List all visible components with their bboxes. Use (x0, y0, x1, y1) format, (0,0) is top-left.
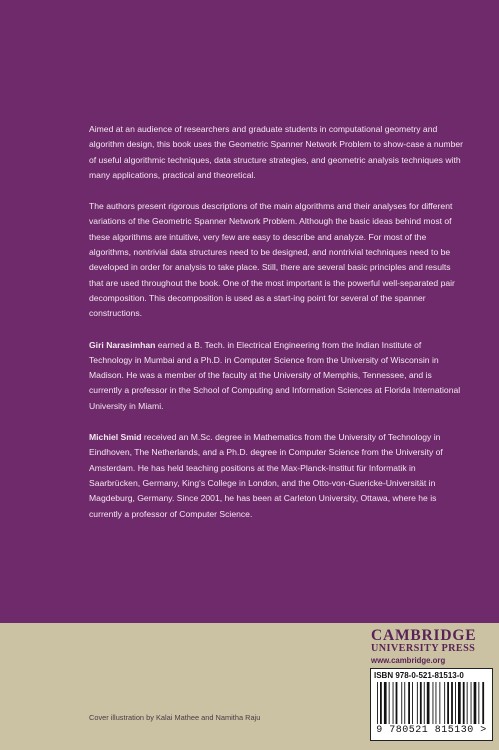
publisher-subname: UNIVERSITY PRESS (371, 643, 476, 654)
barcode-bar (463, 682, 465, 724)
barcode-bar (447, 682, 449, 724)
description-paragraph-2: The authors present rigorous descriptions of the main algorithms and their analyses for different variations of the Geometric Spanner Network Problem. Although the basic ideas behind most of these algorithms are intuitive, very few are easy to describe and analyze. For most of the algorithms, nontrivial data structures need to be designed, and nontrivial techniques need to be developed in order for analysis to take place. Still, there are several basic principles and results that are used throughout the book. One of the most important is the powerful well-separated pair decomposition. This decomposition is used as a start-ing point for several of the spanner constructions. (89, 201, 455, 319)
barcode-bar (478, 682, 479, 724)
barcode-bar (444, 682, 445, 724)
barcode-bar (436, 682, 437, 724)
back-cover-text (89, 122, 467, 538)
cover-credit: Cover illustration by Kalai Mathee and Namitha Raju (89, 713, 261, 722)
barcode-bar (458, 682, 461, 724)
barcode-bar (417, 682, 418, 724)
barcode-bars (377, 682, 487, 724)
barcode-bar (455, 682, 456, 724)
author-bio-2 (89, 430, 467, 522)
barcode-bar (427, 682, 430, 724)
author-name: Giri Narasimhan (89, 339, 156, 350)
barcode-bar (404, 682, 405, 724)
barcode-bar (474, 682, 477, 724)
isbn-label: ISBN 978-0-521-81513-0 (374, 671, 464, 680)
barcode-bar (412, 682, 413, 724)
publisher-logo (371, 628, 489, 666)
barcode-bar (471, 682, 472, 724)
barcode-bar (380, 682, 382, 724)
publisher-name: CAMBRIDGE (371, 627, 477, 644)
barcode-bar (424, 682, 425, 724)
barcode-bar (377, 682, 378, 724)
barcode-bar (467, 682, 468, 724)
barcode-number: 9 780521 815130 > (376, 725, 487, 736)
barcode-bar (439, 682, 440, 724)
barcode-bar (393, 682, 394, 724)
barcode-bar (396, 682, 398, 724)
barcode-bar (408, 682, 410, 724)
author-bio-1 (89, 338, 467, 414)
barcode-bar (401, 682, 402, 724)
author-name: Michiel Smid (89, 432, 142, 443)
publisher-url: www.cambridge.org (371, 656, 446, 665)
barcode-bar (451, 682, 453, 724)
barcode-bar (389, 682, 390, 724)
barcode-bar (420, 682, 422, 724)
barcode-bar (482, 682, 484, 724)
isbn-barcode (370, 668, 493, 741)
barcode-bar (384, 682, 387, 724)
barcode-bar (433, 682, 434, 724)
author-bio-text: earned a B. Tech. in Electrical Engineering from the Indian Institute of Technology in Mumbai and a Ph.D. in Computer Science from the University of Wisconsin in Madison. He was a member of the faculty at the University of Memphis, Tennessee, and is currently a professor in the School of Computing and Information Sciences at Florida International University in Miami. (89, 339, 461, 411)
description-paragraph-1: Aimed at an audience of researchers and graduate students in computational geometry and algorithm design, this book uses the Geometric Spanner Network Problem to show-case a number of useful algorithmic techniques, data structure strategies, and geometric analysis techniques with many applications, practical and theoretical. (89, 124, 464, 180)
author-bio-text: received an M.Sc. degree in Mathematics from the University of Technology in Eindhoven, The Netherlands, and a Ph.D. degree in Computer Science from the University of Amsterdam. He has held teaching positions at the Max-Planck-Institut für Informatik in Saarbrücken, Germany, King's College in London, and the Otto-von-Guericke-Universität in Magdeburg, Germany. Since 2001, he has been at Carleton University, Ottawa, where he is currently a professor of Computer Science. (89, 432, 443, 519)
